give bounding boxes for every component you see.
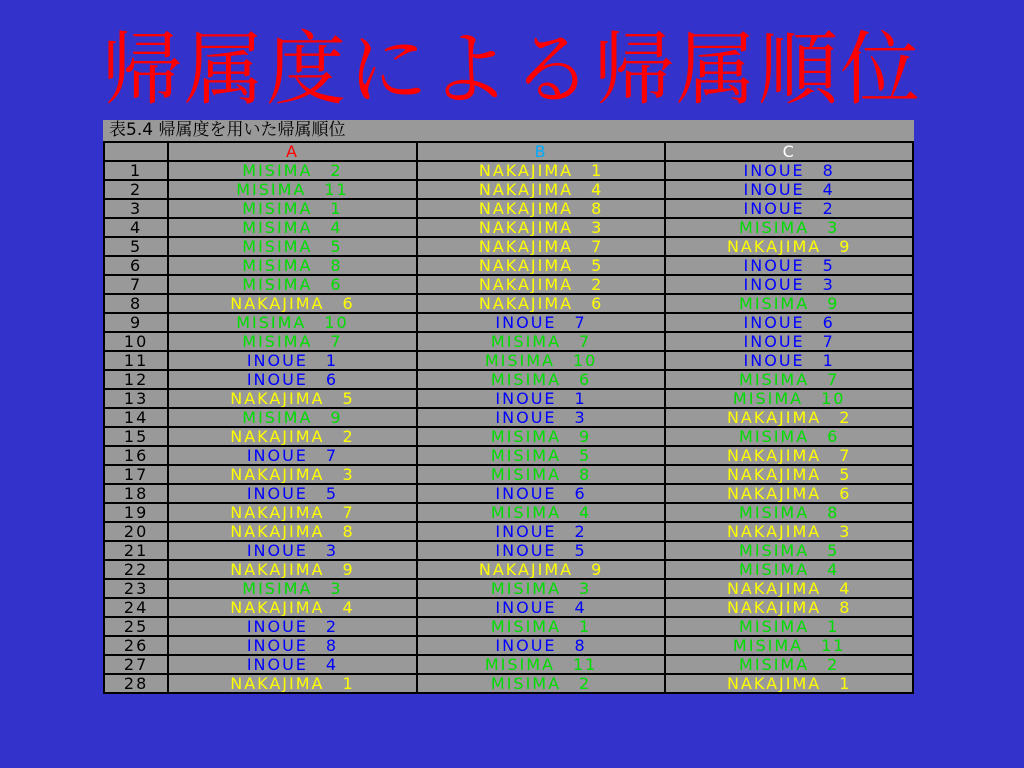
cell-column-b: NAKAJIMA 5 — [417, 256, 666, 275]
table-row — [104, 427, 913, 446]
cell-column-c: NAKAJIMA 3 — [665, 522, 913, 541]
rank-cell: 8 — [104, 294, 168, 313]
cell-column-b: MISIMA 6 — [417, 370, 666, 389]
cell-column-a: INOUE 7 — [168, 446, 417, 465]
header-rank — [104, 142, 168, 161]
cell-column-b: MISIMA 5 — [417, 446, 666, 465]
cell-column-b: MISIMA 2 — [417, 674, 666, 693]
cell-column-a: MISIMA 5 — [168, 237, 417, 256]
table-row — [104, 256, 913, 275]
cell-column-c: MISIMA 8 — [665, 503, 913, 522]
cell-column-c: NAKAJIMA 2 — [665, 408, 913, 427]
rank-cell: 2 — [104, 180, 168, 199]
cell-column-a: INOUE 2 — [168, 617, 417, 636]
cell-column-b: MISIMA 1 — [417, 617, 666, 636]
cell-column-a: NAKAJIMA 6 — [168, 294, 417, 313]
rank-cell: 5 — [104, 237, 168, 256]
cell-column-b: NAKAJIMA 9 — [417, 560, 666, 579]
cell-column-a: INOUE 6 — [168, 370, 417, 389]
cell-column-c: MISIMA 11 — [665, 636, 913, 655]
cell-column-a: NAKAJIMA 7 — [168, 503, 417, 522]
cell-column-a: MISIMA 9 — [168, 408, 417, 427]
ranking-table — [103, 141, 914, 694]
rank-cell: 24 — [104, 598, 168, 617]
rank-cell: 1 — [104, 161, 168, 180]
cell-column-c: MISIMA 9 — [665, 294, 913, 313]
cell-column-c: NAKAJIMA 1 — [665, 674, 913, 693]
cell-column-b: INOUE 3 — [417, 408, 666, 427]
cell-column-a: INOUE 8 — [168, 636, 417, 655]
cell-column-c: MISIMA 10 — [665, 389, 913, 408]
header-column-c: C — [665, 142, 913, 161]
rank-cell: 7 — [104, 275, 168, 294]
cell-column-b: MISIMA 10 — [417, 351, 666, 370]
cell-column-a: MISIMA 4 — [168, 218, 417, 237]
cell-column-c: MISIMA 2 — [665, 655, 913, 674]
cell-column-b: MISIMA 9 — [417, 427, 666, 446]
rank-cell: 28 — [104, 674, 168, 693]
table-row — [104, 237, 913, 256]
table-body — [104, 161, 913, 693]
cell-column-b: INOUE 2 — [417, 522, 666, 541]
header-column-b: B — [417, 142, 666, 161]
cell-column-b: NAKAJIMA 8 — [417, 199, 666, 218]
cell-column-b: MISIMA 8 — [417, 465, 666, 484]
cell-column-c: INOUE 1 — [665, 351, 913, 370]
table-row — [104, 351, 913, 370]
cell-column-c: MISIMA 5 — [665, 541, 913, 560]
rank-cell: 21 — [104, 541, 168, 560]
rank-cell: 25 — [104, 617, 168, 636]
rank-cell: 13 — [104, 389, 168, 408]
cell-column-a: MISIMA 3 — [168, 579, 417, 598]
cell-column-a: MISIMA 6 — [168, 275, 417, 294]
cell-column-a: NAKAJIMA 5 — [168, 389, 417, 408]
table-row — [104, 503, 913, 522]
table-row — [104, 446, 913, 465]
cell-column-c: INOUE 4 — [665, 180, 913, 199]
table-row — [104, 161, 913, 180]
cell-column-b: NAKAJIMA 4 — [417, 180, 666, 199]
table-row — [104, 389, 913, 408]
cell-column-b: INOUE 4 — [417, 598, 666, 617]
cell-column-c: INOUE 5 — [665, 256, 913, 275]
cell-column-c: MISIMA 3 — [665, 218, 913, 237]
cell-column-a: INOUE 5 — [168, 484, 417, 503]
table-row — [104, 598, 913, 617]
table-caption: 表5.4 帰属度を用いた帰属順位 — [103, 120, 914, 141]
cell-column-c: MISIMA 7 — [665, 370, 913, 389]
table-row — [104, 484, 913, 503]
cell-column-b: INOUE 1 — [417, 389, 666, 408]
rank-cell: 23 — [104, 579, 168, 598]
cell-column-a: NAKAJIMA 2 — [168, 427, 417, 446]
cell-column-b: NAKAJIMA 7 — [417, 237, 666, 256]
cell-column-c: MISIMA 4 — [665, 560, 913, 579]
rank-cell: 22 — [104, 560, 168, 579]
rank-cell: 20 — [104, 522, 168, 541]
cell-column-b: MISIMA 7 — [417, 332, 666, 351]
slide-title: 帰属度による帰属順位 — [102, 23, 922, 116]
table-row — [104, 560, 913, 579]
cell-column-a: INOUE 1 — [168, 351, 417, 370]
cell-column-a: NAKAJIMA 4 — [168, 598, 417, 617]
rank-cell: 6 — [104, 256, 168, 275]
cell-column-b: NAKAJIMA 6 — [417, 294, 666, 313]
cell-column-b: MISIMA 3 — [417, 579, 666, 598]
cell-column-c: NAKAJIMA 8 — [665, 598, 913, 617]
rank-cell: 4 — [104, 218, 168, 237]
table-row — [104, 275, 913, 294]
table-row — [104, 674, 913, 693]
rank-cell: 12 — [104, 370, 168, 389]
rank-cell: 18 — [104, 484, 168, 503]
table-row — [104, 332, 913, 351]
cell-column-b: INOUE 5 — [417, 541, 666, 560]
rank-cell: 19 — [104, 503, 168, 522]
cell-column-c: NAKAJIMA 5 — [665, 465, 913, 484]
cell-column-b: MISIMA 11 — [417, 655, 666, 674]
ranking-table-container — [103, 120, 914, 694]
table-row — [104, 541, 913, 560]
cell-column-c: NAKAJIMA 6 — [665, 484, 913, 503]
table-row — [104, 180, 913, 199]
cell-column-a: MISIMA 2 — [168, 161, 417, 180]
cell-column-b: INOUE 7 — [417, 313, 666, 332]
cell-column-a: MISIMA 11 — [168, 180, 417, 199]
cell-column-c: INOUE 3 — [665, 275, 913, 294]
cell-column-c: MISIMA 6 — [665, 427, 913, 446]
table-row — [104, 199, 913, 218]
header-column-a: A — [168, 142, 417, 161]
rank-cell: 9 — [104, 313, 168, 332]
rank-cell: 10 — [104, 332, 168, 351]
cell-column-a: MISIMA 1 — [168, 199, 417, 218]
cell-column-c: NAKAJIMA 9 — [665, 237, 913, 256]
cell-column-a: NAKAJIMA 1 — [168, 674, 417, 693]
rank-cell: 26 — [104, 636, 168, 655]
cell-column-b: INOUE 6 — [417, 484, 666, 503]
table-row — [104, 370, 913, 389]
table-row — [104, 522, 913, 541]
rank-cell: 3 — [104, 199, 168, 218]
cell-column-a: NAKAJIMA 8 — [168, 522, 417, 541]
table-row — [104, 313, 913, 332]
rank-cell: 17 — [104, 465, 168, 484]
rank-cell: 14 — [104, 408, 168, 427]
cell-column-c: NAKAJIMA 4 — [665, 579, 913, 598]
table-row — [104, 636, 913, 655]
rank-cell: 27 — [104, 655, 168, 674]
table-row — [104, 617, 913, 636]
table-row — [104, 408, 913, 427]
table-row — [104, 579, 913, 598]
cell-column-b: NAKAJIMA 3 — [417, 218, 666, 237]
cell-column-a: NAKAJIMA 9 — [168, 560, 417, 579]
cell-column-a: INOUE 3 — [168, 541, 417, 560]
cell-column-a: INOUE 4 — [168, 655, 417, 674]
rank-cell: 15 — [104, 427, 168, 446]
cell-column-c: NAKAJIMA 7 — [665, 446, 913, 465]
cell-column-a: NAKAJIMA 3 — [168, 465, 417, 484]
cell-column-a: MISIMA 7 — [168, 332, 417, 351]
cell-column-b: NAKAJIMA 2 — [417, 275, 666, 294]
rank-cell: 11 — [104, 351, 168, 370]
cell-column-b: INOUE 8 — [417, 636, 666, 655]
cell-column-c: INOUE 6 — [665, 313, 913, 332]
rank-cell: 16 — [104, 446, 168, 465]
cell-column-c: INOUE 7 — [665, 332, 913, 351]
table-row — [104, 465, 913, 484]
header-row — [104, 142, 913, 161]
cell-column-a: MISIMA 10 — [168, 313, 417, 332]
table-row — [104, 294, 913, 313]
cell-column-c: MISIMA 1 — [665, 617, 913, 636]
cell-column-b: NAKAJIMA 1 — [417, 161, 666, 180]
cell-column-a: MISIMA 8 — [168, 256, 417, 275]
cell-column-c: INOUE 2 — [665, 199, 913, 218]
table-row — [104, 655, 913, 674]
cell-column-c: INOUE 8 — [665, 161, 913, 180]
table-row — [104, 218, 913, 237]
cell-column-b: MISIMA 4 — [417, 503, 666, 522]
